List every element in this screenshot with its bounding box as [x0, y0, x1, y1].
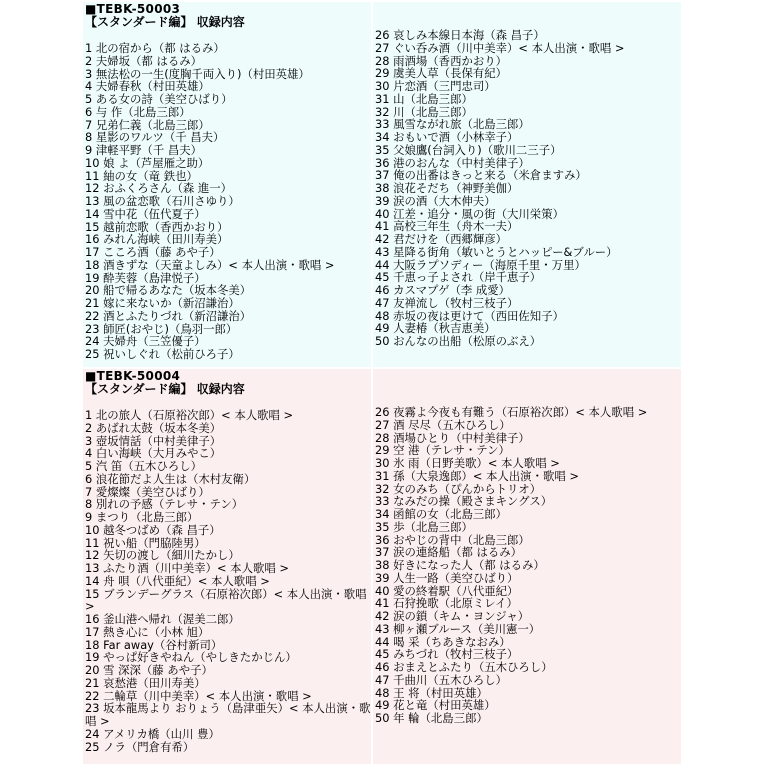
track-list — [85, 409, 371, 753]
track-item: 39 涙の酒（大木伸夫） — [375, 193, 496, 208]
track-item: 41 石狩挽歌（北原ミレイ） — [375, 596, 518, 611]
track-item: 12 矢切の渡し（細川たかし） — [85, 548, 240, 563]
track-item: 12 おふくろさん（森 進一） — [85, 181, 233, 196]
track-item: 22 二輪草（川中美幸）< 本人出演・歌唱 > — [85, 688, 312, 703]
track-item: 32 女のみち（ぴんからトリオ） — [375, 481, 542, 496]
track-item: 34 函館の女（北島三郎） — [375, 507, 508, 521]
track-item: 40 愛の終着駅（八代亜紀） — [375, 583, 519, 598]
track-item: 16 釜山港へ帰れ（渥美二郎） — [85, 612, 240, 626]
track-item: 1 北の旅人（石原裕次郎）< 本人歌唱 > — [85, 408, 294, 422]
track-item: 3 無法松の一生(度胸千両入り)（村田英雄） — [85, 66, 310, 81]
track-item: 4 白い海峡（大月みやこ） — [85, 446, 222, 461]
track-item: 23 坂本龍馬より おりょう（島津亜矢）< 本人出演・歌唱 > — [85, 701, 371, 728]
track-item: 46 おまえとふたり（五木ひろし） — [375, 660, 553, 674]
track-item: 20 雪 深深（藤 あや子） — [85, 663, 213, 677]
product-code: ■TEBK-50004 — [85, 369, 181, 383]
track-item: 42 涙の鎖（キム・ヨンジャ） — [375, 609, 530, 623]
track-item: 5 汽 笛（五木ひろし） — [85, 459, 203, 473]
track-item: 40 江差・追分・風の街（大川栄策） — [375, 206, 564, 221]
track-item: 45 千恵っ子よされ（岸千恵子） — [375, 270, 542, 285]
track-list — [375, 29, 681, 348]
section-heading: 【スタンダード編】 収録内容 — [85, 15, 245, 29]
track-item: 29 虞美人草（長保有紀） — [375, 66, 508, 81]
track-item: 21 哀愁港（田川寿美） — [85, 675, 206, 690]
track-item: 8 別れの予感（テレサ・テン） — [85, 497, 244, 512]
track-item: 49 花と竜（村田英雄） — [375, 698, 496, 713]
track-item: 20 船で帰るあなた（坂本冬美） — [85, 283, 252, 298]
track-item: 8 星影のワルツ（千 昌夫） — [85, 130, 225, 145]
track-item: 31 孫（大泉逸郎）< 本人出演・歌唱 > — [375, 468, 579, 483]
track-item: 25 祝いしぐれ（松前ひろ子） — [85, 347, 240, 361]
track-item: 35 父娘鷹(台詞入り)（歌川二三子） — [375, 142, 562, 157]
track-item: 27 酒 尽尽（五木ひろし） — [375, 417, 511, 432]
track-item: 7 兄弟仁義（北島三郎） — [85, 117, 210, 132]
track-item: 18 酒きずな（天童よしみ）< 本人出演・歌唱 > — [85, 257, 335, 272]
track-item: 43 星降る街角（敏いとうとハッピー&ブルー） — [375, 244, 618, 259]
track-item: 29 空 港（テレサ・テン） — [375, 443, 510, 458]
track-item: 28 酒場ひとり（中村美律子） — [375, 430, 530, 445]
track-item: 26 夜霧よ今夜も有難う（石原裕次郎）< 本人歌唱 > — [375, 405, 648, 419]
track-item: 19 酔芙蓉（島津悦子） — [85, 270, 206, 285]
track-item: 33 風雪ながれ旅（北島三郎） — [375, 117, 530, 132]
track-list-left-column — [83, 2, 371, 367]
track-item: 31 山（北島三郎） — [375, 91, 473, 106]
track-item: 14 舟 唄（八代亜紀）< 本人歌唱 > — [85, 573, 270, 588]
track-item: 24 夫婦舟（三笠優子） — [85, 334, 206, 349]
track-item: 17 こころ酒（藤 あや子） — [85, 245, 221, 259]
track-item: 10 娘 よ（芦屋雁之助） — [85, 155, 210, 170]
track-item: 15 ブランデーグラス（石原裕次郎）< 本人出演・歌唱 > — [85, 586, 367, 614]
track-list-tebk-50004 — [83, 369, 681, 764]
track-item: 11 紬の女（竜 鉄也） — [85, 168, 198, 183]
track-item: 50 おんなの出船（松原のぶえ） — [375, 334, 542, 348]
track-item: 1 北の宿から（都 はるみ） — [85, 41, 225, 55]
track-item: 38 好きになった人（都 はるみ） — [375, 558, 545, 572]
track-item: 30 片恋酒（三門忠司） — [375, 79, 496, 93]
track-item: 48 赤坂の夜は更けて（西田佐知子） — [375, 308, 564, 323]
track-item: 13 風の盆恋歌（石川さゆり） — [85, 194, 240, 208]
track-item: 7 愛燦燦（美空ひばり） — [85, 484, 210, 499]
track-item: 49 人妻椿（秋吉恵美） — [375, 321, 496, 336]
track-item: 36 おやじの背中（北島三郎） — [375, 532, 530, 547]
track-item: 5 ある女の詩（美空ひばり） — [85, 92, 233, 106]
track-item: 47 友禅流し（牧村三枝子） — [375, 295, 519, 310]
track-item: 39 人生一路（美空ひばり） — [375, 570, 519, 585]
track-item: 48 王 将（村田英雄） — [375, 685, 488, 700]
track-item: 9 まつり（北島三郎） — [85, 510, 199, 524]
track-item: 44 喝 采（ちあきなおみ） — [375, 634, 511, 649]
track-item: 19 やっぱ好きやねん（やしきたかじん） — [85, 650, 297, 665]
track-item: 9 津軽平野（千 昌夫） — [85, 143, 203, 157]
track-item: 2 あばれ太鼓（坂本冬美） — [85, 420, 222, 435]
track-item: 36 港のおんな（中村美律子） — [375, 155, 530, 170]
track-item: 35 歩（北島三郎） — [375, 519, 473, 534]
track-item: 18 Far away（谷村新司） — [85, 637, 223, 652]
track-item: 47 千曲川（五木ひろし） — [375, 672, 508, 687]
track-item: 37 俺の出番はきっと来る（米倉ますみ） — [375, 168, 587, 183]
track-item: 16 みれん海峡（田川寿美） — [85, 232, 229, 247]
track-item: 17 熱き心に（小林 旭） — [85, 624, 210, 639]
track-list-tebk-50003 — [83, 2, 681, 367]
track-item: 38 浪花そだち（神野美伽） — [375, 181, 519, 195]
track-item: 33 なみだの操（殿さまキングス） — [375, 494, 553, 509]
track-item: 34 おもいで酒（小林幸子） — [375, 130, 519, 144]
track-item: 41 高校三年生（舟木一夫） — [375, 219, 519, 234]
track-item: 13 ふたり酒（川中美幸）< 本人歌唱 > — [85, 561, 289, 575]
track-item: 21 嫁に来ないか（新沼謙治） — [85, 296, 240, 310]
track-item: 30 氷 雨（日野美歌）< 本人歌唱 > — [375, 456, 560, 470]
product-code: ■TEBK-50003 — [85, 2, 181, 16]
track-item: 24 アメリカ橋（山川 豊） — [85, 726, 220, 741]
track-item: 32 川（北島三郎） — [375, 104, 473, 119]
track-list-right-column — [373, 369, 681, 764]
track-list-left-column — [83, 369, 371, 764]
track-item: 28 雨酒場（香西かおり） — [375, 53, 508, 68]
track-item: 22 酒とふたりづれ（新沼謙治） — [85, 308, 252, 323]
section-heading: 【スタンダード編】 収録内容 — [85, 382, 245, 396]
track-item: 10 越冬つばめ（森 昌子） — [85, 522, 221, 537]
track-item: 6 与 作（北島三郎） — [85, 104, 191, 119]
track-item: 50 年 輪（北島三郎） — [375, 711, 488, 725]
track-list — [85, 42, 371, 361]
track-item: 11 祝い船（門脇陸男） — [85, 535, 206, 550]
track-item: 3 壺坂情話（中村美律子） — [85, 433, 222, 448]
track-item: 23 師匠(おやじ)（鳥羽一郎） — [85, 321, 238, 336]
track-item: 26 哀しみ本線日本海（森 昌子） — [375, 28, 545, 42]
track-item: 4 夫婦春秋（村田英雄） — [85, 79, 210, 94]
track-item: 44 大阪ラプソディー（海原千里・万里） — [375, 257, 586, 272]
track-list-right-column — [373, 2, 681, 367]
track-item: 25 ノラ（門倉有希） — [85, 739, 195, 754]
track-item: 6 浪花節だよ人生は（木村友衛） — [85, 471, 256, 486]
track-item: 45 みちづれ（牧村三枝子） — [375, 647, 519, 662]
track-item: 46 カスマプゲ（李 成愛） — [375, 283, 511, 297]
track-item: 2 夫婦坂（都 はるみ） — [85, 53, 203, 68]
track-item: 14 雪中花（伍代夏子） — [85, 206, 206, 221]
track-item: 43 柳ヶ瀬ブルース（美川憲一） — [375, 621, 541, 636]
track-list — [375, 406, 681, 725]
track-item: 15 越前恋歌（香西かおり） — [85, 219, 229, 234]
track-item: 27 ぐい呑み酒（川中美幸）< 本人出演・歌唱 > — [375, 40, 625, 55]
track-item: 37 涙の連絡船（都 はるみ） — [375, 545, 523, 560]
track-item: 42 君だけを（西郷輝彦） — [375, 232, 508, 246]
